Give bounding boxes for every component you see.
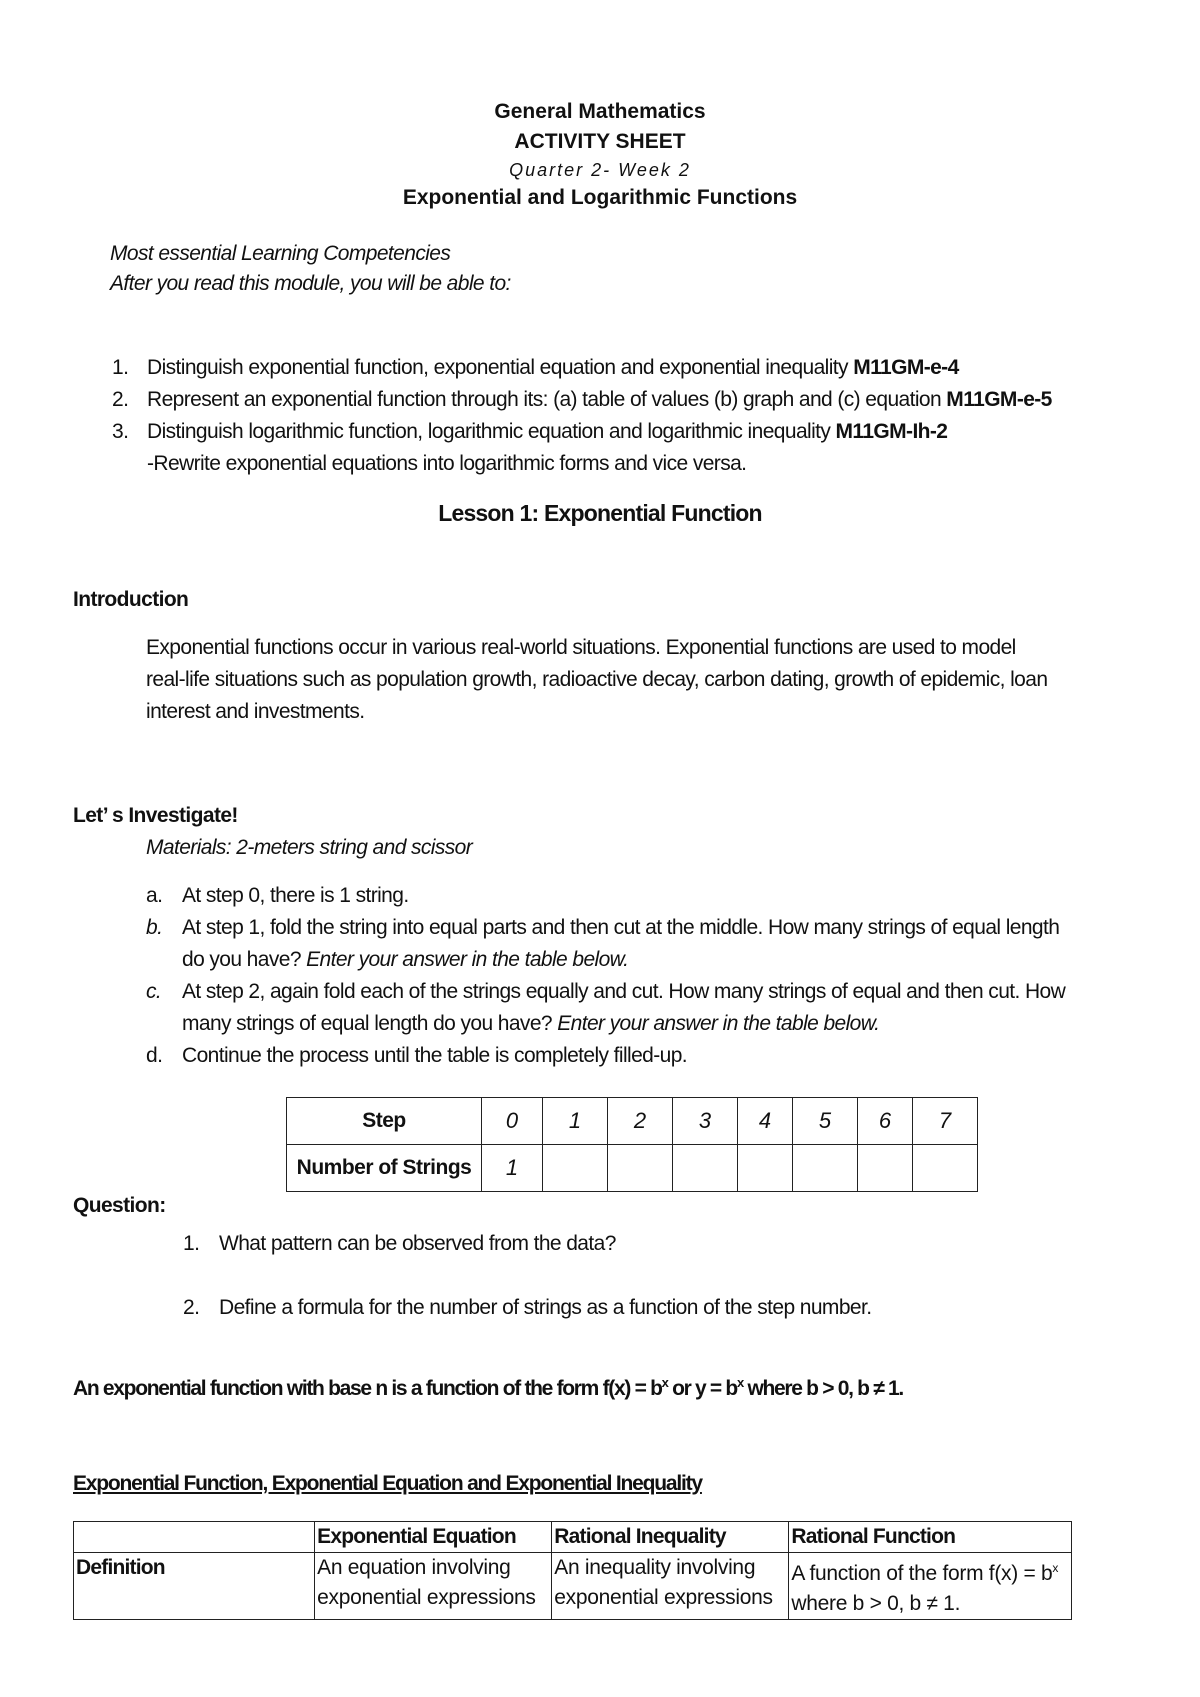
investigate-steps (146, 880, 1186, 1072)
count-cell[interactable] (793, 1145, 858, 1192)
quarter-label: Quarter 2- Week 2 (509, 160, 691, 180)
step-cell: 0 (482, 1098, 543, 1145)
sheet-title: ACTIVITY SHEET (514, 130, 686, 153)
count-cell[interactable] (608, 1145, 673, 1192)
competency-list (112, 352, 1172, 480)
row-label: Definition (74, 1553, 315, 1620)
table-row (287, 1098, 978, 1145)
step-item-b: b. At step 1, fold the string into equal parts and then cut at the middle. How many strings of equal length do you have? Enter your answer in the table below. (146, 916, 1060, 971)
table-row (287, 1145, 978, 1192)
header-cell: Rational Function (789, 1522, 1072, 1553)
question-item: 2. Define a formula for the number of strings as a function of the step number. (183, 1296, 872, 1319)
count-cell[interactable] (543, 1145, 608, 1192)
step-cell: 7 (913, 1098, 978, 1145)
competency-extra: -Rewrite exponential equations into logarithmic forms and vice versa. (147, 452, 747, 475)
competencies-intro: After you read this module, you will be able to: (110, 272, 511, 295)
comparison-heading: Exponential Function, Exponential Equation and Exponential Inequality (73, 1472, 702, 1495)
step-cell: 4 (738, 1098, 793, 1145)
question-heading: Question: (73, 1194, 166, 1217)
header-cell: Rational Inequality (552, 1522, 789, 1553)
exponential-definition: An exponential function with base n is a function of the form $f(x) = b^x$ or $y = b^x$ where b > 0, b ≠ 1. (73, 1375, 903, 1400)
count-cell[interactable] (913, 1145, 978, 1192)
comparison-table (73, 1521, 1072, 1620)
introduction-line: real-life situations such as population growth, radioactive decay, carbon dating, growth of epidemic, loan (146, 668, 1048, 691)
step-item-d: d. Continue the process until the table is completely filled-up. (146, 1044, 688, 1067)
table-row (74, 1522, 1072, 1553)
step-cell: 6 (858, 1098, 913, 1145)
introduction-line: interest and investments. (146, 700, 365, 723)
competency-item: 1. Distinguish exponential function, exponential equation and exponential inequality M11GM-e-4 (112, 356, 959, 379)
count-cell[interactable] (858, 1145, 913, 1192)
competency-code: M11GM-e-4 (853, 356, 959, 379)
count-cell[interactable] (738, 1145, 793, 1192)
introduction-paragraph (146, 632, 1047, 728)
materials-label: Materials: 2-meters string and scissor (146, 836, 473, 859)
competencies-heading: Most essential Learning Competencies (110, 242, 451, 265)
table-row (74, 1553, 1072, 1620)
question-item: 1. What pattern can be observed from the data? (183, 1232, 616, 1255)
subject-title: General Mathematics (494, 100, 706, 123)
lesson-title: Lesson 1: Exponential Function (438, 500, 762, 526)
step-item-c: c. At step 2, again fold each of the strings equally and cut. How many strings of equal and then cut. How many strings of equal length do you have? Enter your answer in the table below. (146, 980, 1066, 1035)
introduction-heading: Introduction (73, 588, 189, 611)
introduction-line: Exponential functions occur in various real-world situations. Exponential functions are used to model (146, 636, 1016, 659)
table-row-label: Step (287, 1098, 482, 1145)
count-cell[interactable] (673, 1145, 738, 1192)
step-note: Enter your answer in the table below. (306, 948, 629, 971)
table-row-label: Number of Strings (287, 1145, 482, 1192)
definition-cell: An equation involving exponential expressions (315, 1553, 552, 1620)
step-cell: 2 (608, 1098, 673, 1145)
topic-title: Exponential and Logarithmic Functions (402, 186, 798, 209)
definition-cell: An inequality involving exponential expressions (552, 1553, 789, 1620)
step-cell: 1 (543, 1098, 608, 1145)
count-cell[interactable]: 1 (482, 1145, 543, 1192)
competency-item: 2. Represent an exponential function through its: (a) table of values (b) graph and (c) equation M11GM-e-5 (112, 388, 1052, 411)
competency-item: 3. Distinguish logarithmic function, logarithmic equation and logarithmic inequality M11GM-Ih-2 (112, 420, 948, 443)
competency-code: M11GM-e-5 (946, 388, 1052, 411)
header-cell-empty (74, 1522, 315, 1553)
step-note: Enter your answer in the table below. (557, 1012, 880, 1035)
definition-cell: A function of the form $f(x) = b^x$ where b > 0, b ≠ 1. (789, 1553, 1072, 1620)
competency-code: M11GM-Ih-2 (835, 420, 948, 443)
step-cell: 5 (793, 1098, 858, 1145)
step-item-a: a. At step 0, there is 1 string. (146, 884, 409, 907)
strings-table (286, 1097, 978, 1192)
step-cell: 3 (673, 1098, 738, 1145)
investigate-heading: Let’ s Investigate! (73, 804, 238, 827)
header-cell: Exponential Equation (315, 1522, 552, 1553)
